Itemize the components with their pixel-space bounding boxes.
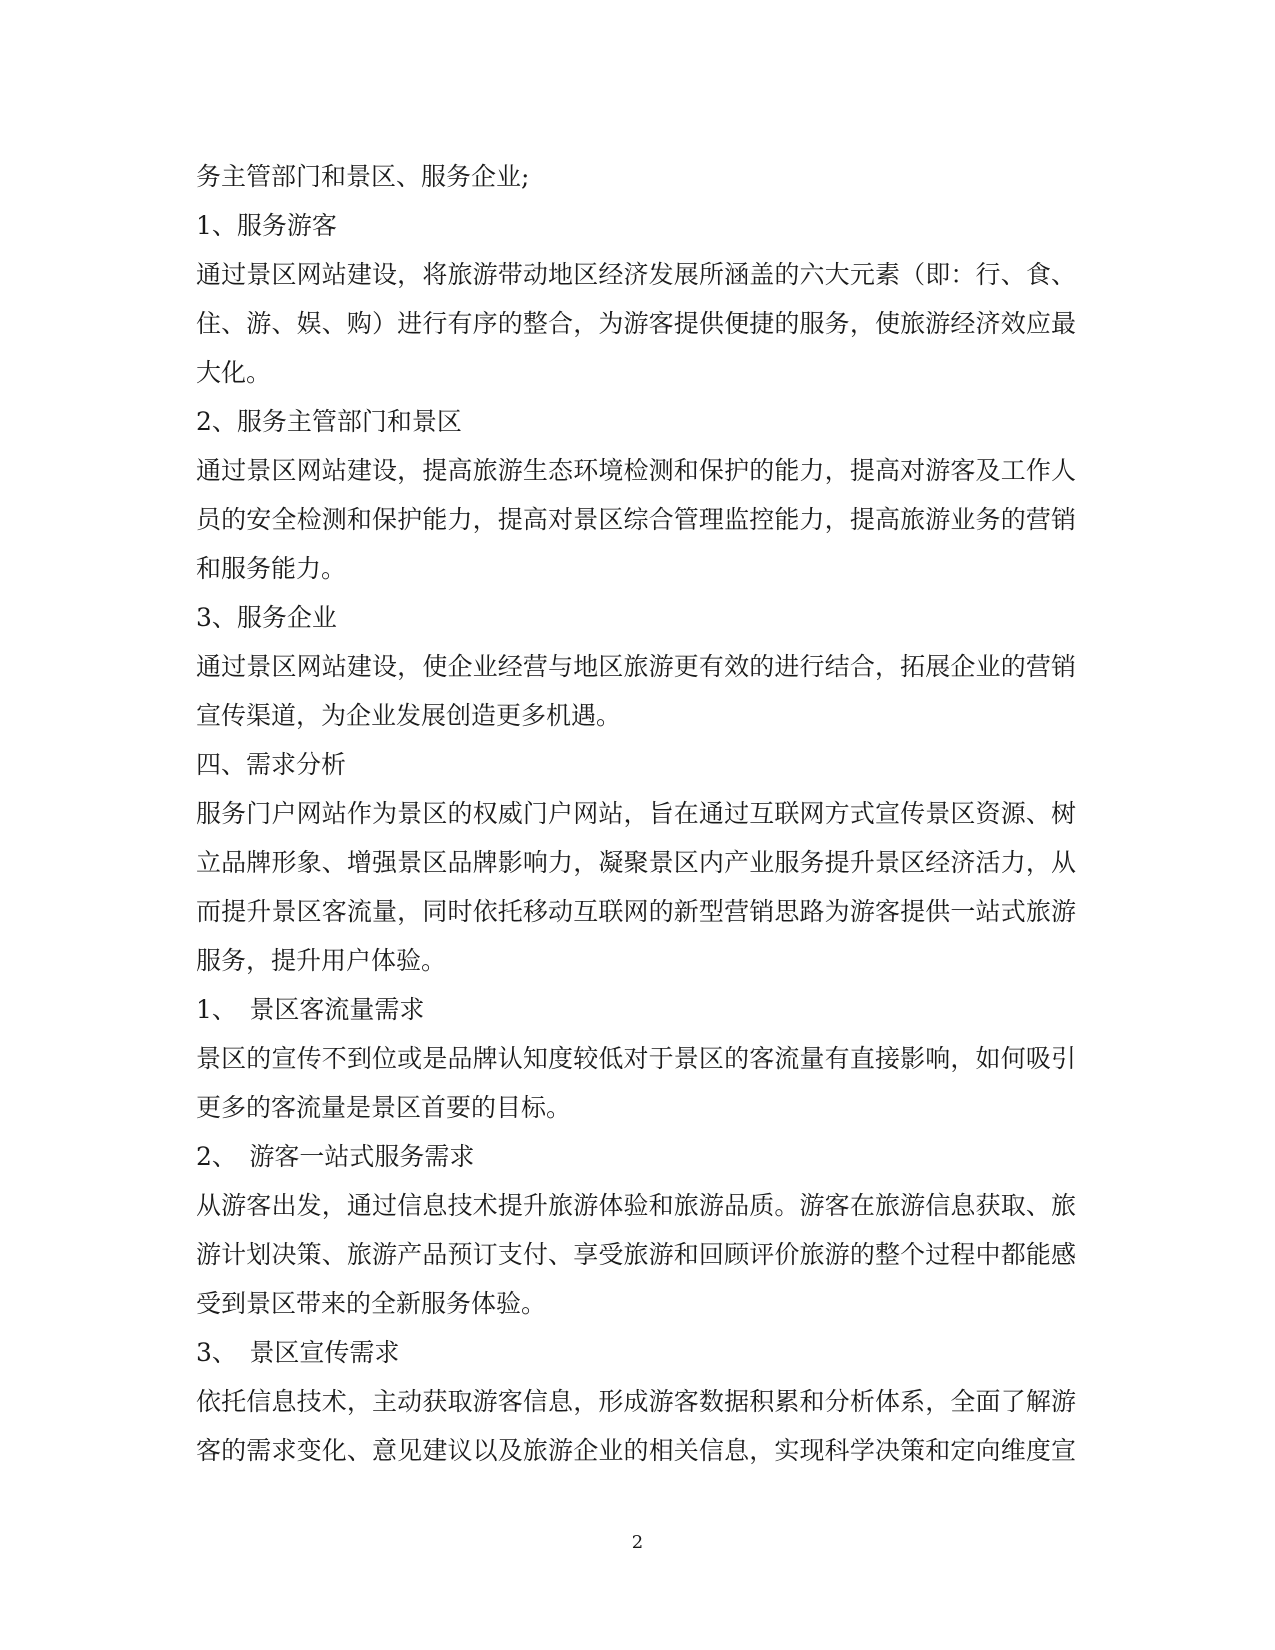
page-number: 2 (631, 1532, 644, 1553)
text-line: 住、游、娱、购）进行有序的整合，为游客提供便捷的服务，使旅游经济效应最 (196, 309, 1076, 338)
document-body (196, 152, 1076, 1475)
text-line: 受到景区带来的全新服务体验。 (196, 1289, 547, 1318)
text-line: 从游客出发，通过信息技术提升旅游体验和旅游品质。游客在旅游信息获取、旅 (196, 1191, 1076, 1220)
text-line: 员的安全检测和保护能力，提高对景区综合管理监控能力，提高旅游业务的营销 (196, 505, 1076, 534)
text-line: 立品牌形象、增强景区品牌影响力，凝聚景区内产业服务提升景区经济活力，从 (196, 848, 1076, 877)
text-line: 2、 游客一站式服务需求 (196, 1142, 475, 1171)
text-line: 2、服务主管部门和景区 (196, 407, 462, 436)
text-line: 而提升景区客流量，同时依托移动互联网的新型营销思路为游客提供一站式旅游 (196, 897, 1076, 926)
text-line: 宣传渠道，为企业发展创造更多机遇。 (196, 701, 622, 730)
text-line: 通过景区网站建设，使企业经营与地区旅游更有效的进行结合，拓展企业的营销 (196, 652, 1076, 681)
text-line: 四、需求分析 (196, 750, 347, 779)
text-line: 1、 景区客流量需求 (196, 995, 425, 1024)
text-line: 1、服务游客 (196, 211, 337, 240)
text-line: 服务门户网站作为景区的权威门户网站，旨在通过互联网方式宣传景区资源、树 (196, 799, 1076, 828)
text-line: 通过景区网站建设，将旅游带动地区经济发展所涵盖的六大元素（即：行、食、 (196, 260, 1076, 289)
text-line: 务主管部门和景区、服务企业; (196, 162, 530, 191)
text-line: 景区的宣传不到位或是品牌认知度较低对于景区的客流量有直接影响，如何吸引 (196, 1044, 1076, 1073)
text-line: 服务，提升用户体验。 (196, 946, 447, 975)
text-line: 客的需求变化、意见建议以及旅游企业的相关信息，实现科学决策和定向维度宣 (196, 1436, 1076, 1465)
text-line: 更多的客流量是景区首要的目标。 (196, 1093, 572, 1122)
text-line: 和服务能力。 (196, 554, 347, 583)
text-line: 游计划决策、旅游产品预订支付、享受旅游和回顾评价旅游的整个过程中都能感 (196, 1240, 1076, 1269)
text-line: 通过景区网站建设，提高旅游生态环境检测和保护的能力，提高对游客及工作人 (196, 456, 1076, 485)
text-line: 3、服务企业 (196, 603, 337, 632)
text-line: 3、 景区宣传需求 (196, 1338, 400, 1367)
text-line: 依托信息技术，主动获取游客信息，形成游客数据积累和分析体系，全面了解游 (196, 1387, 1076, 1416)
text-line: 大化。 (196, 358, 272, 387)
